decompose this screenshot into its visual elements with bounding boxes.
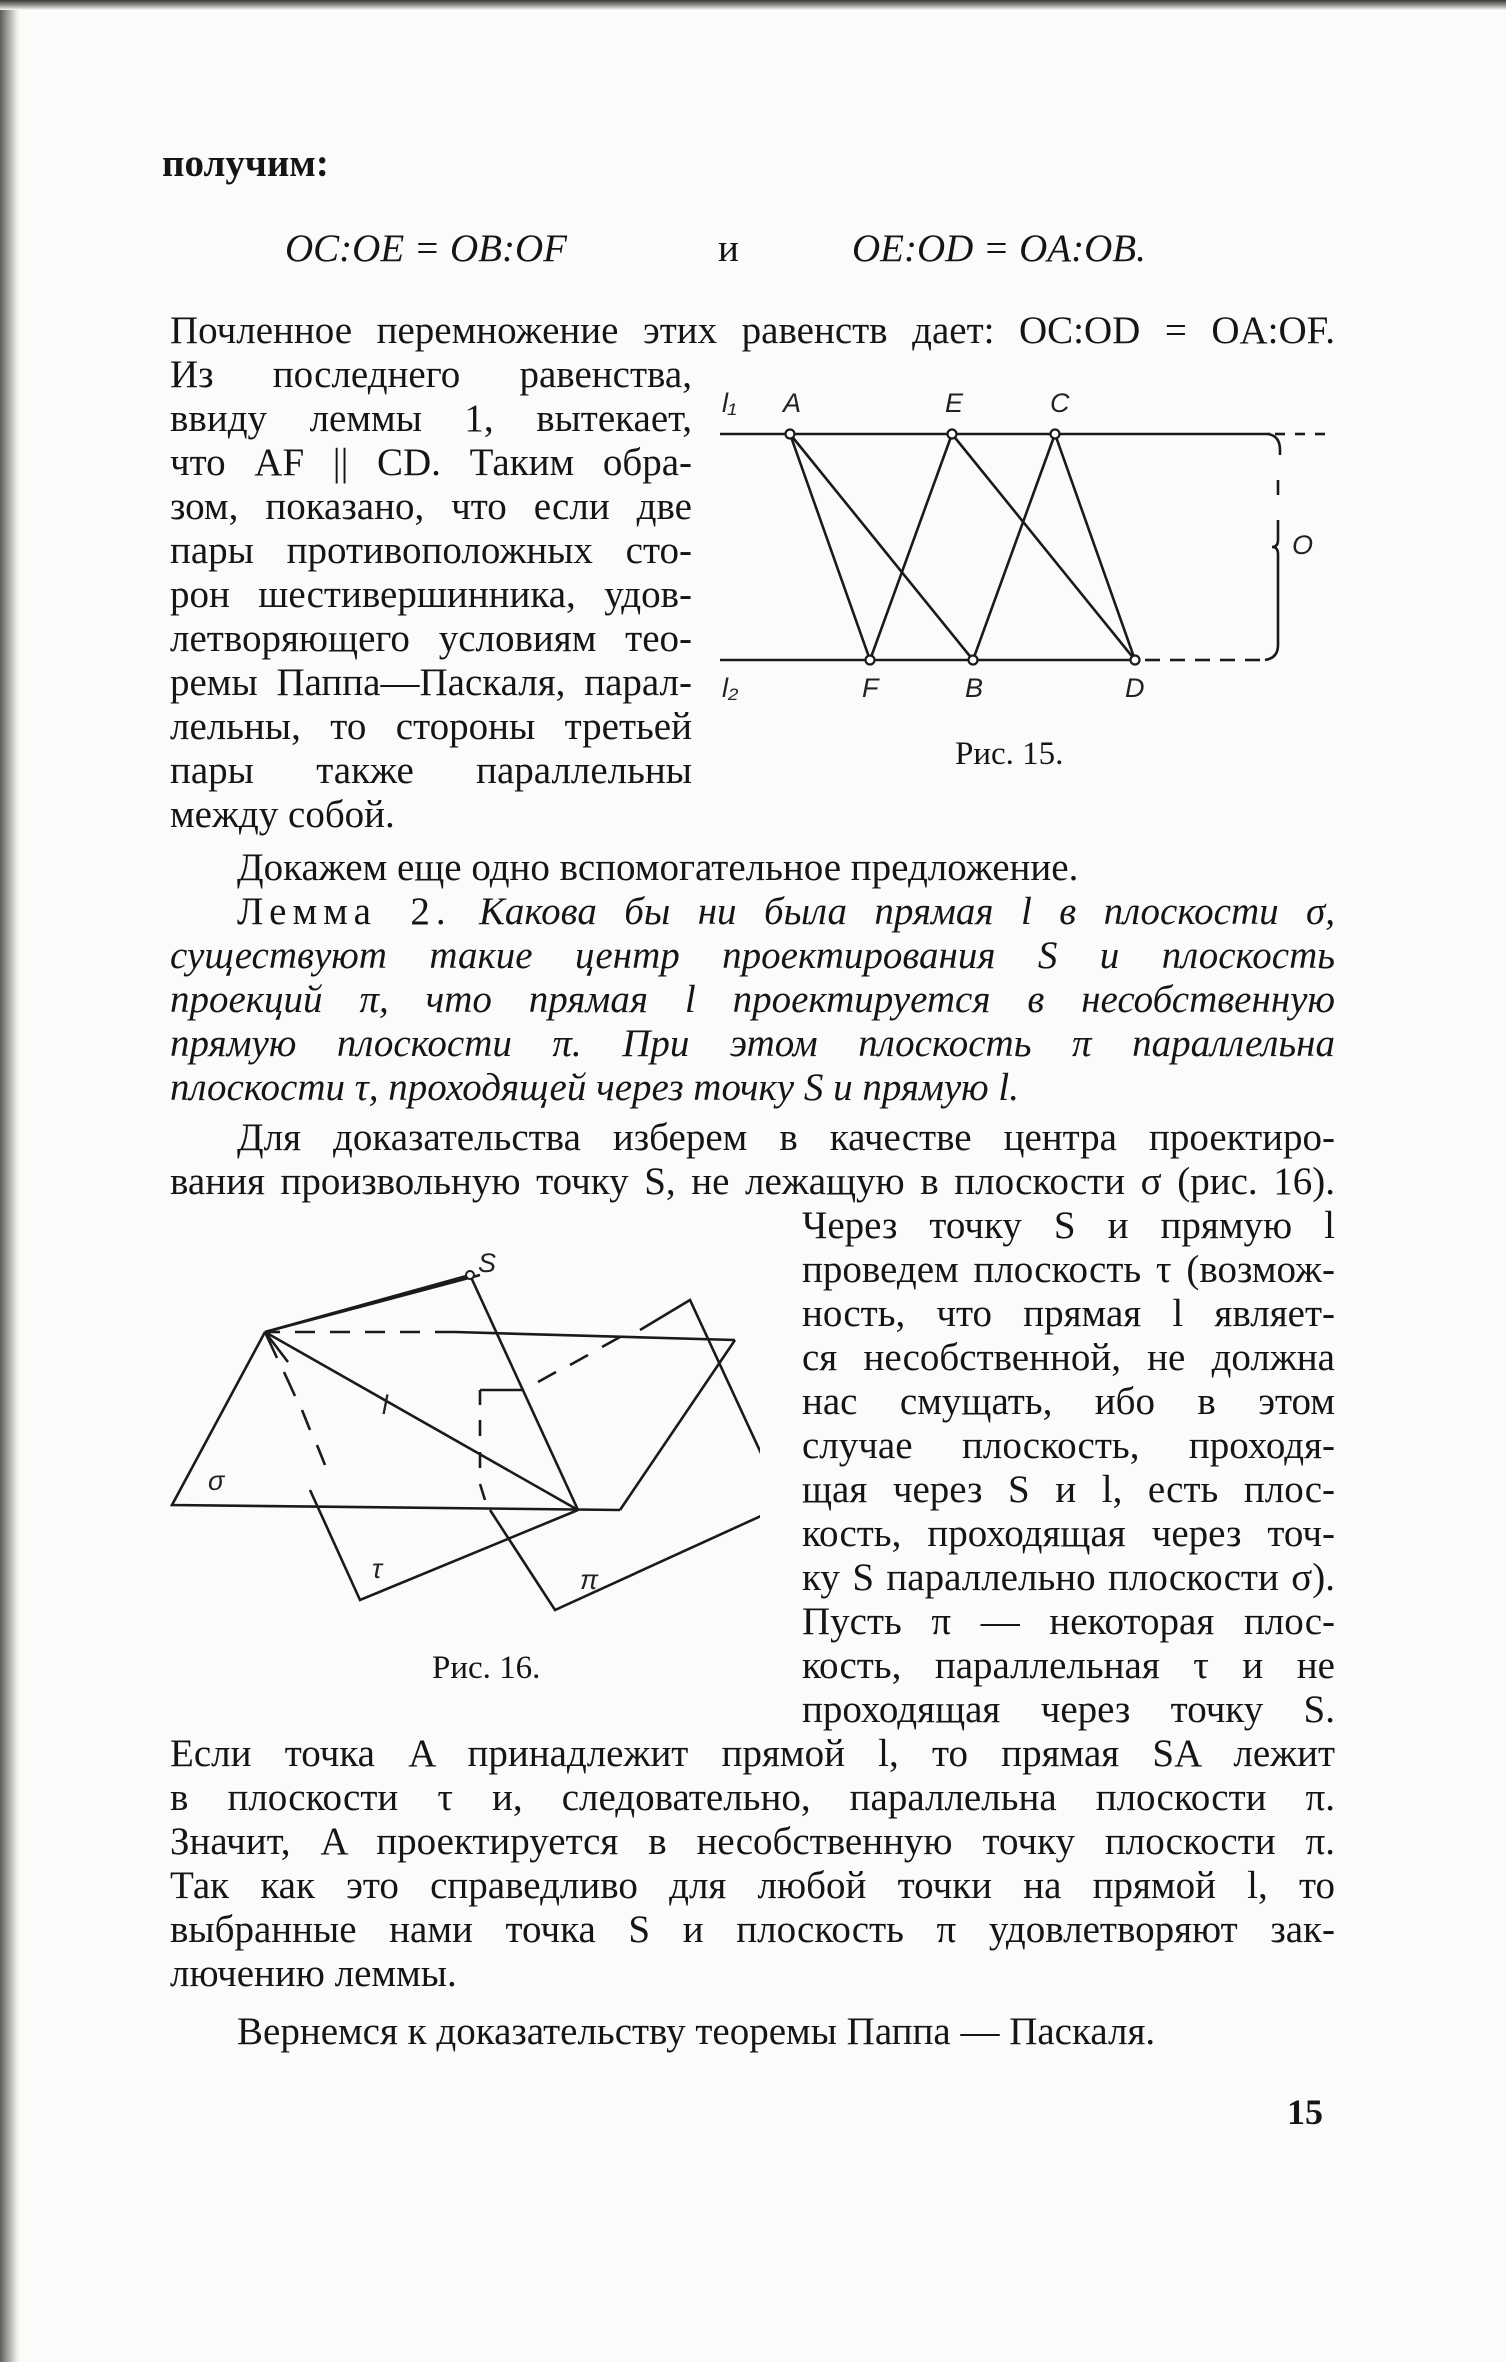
para1-wrap-line: что AF || CD. Таким обра- (170, 441, 692, 484)
para3-wrap-line: щая через S и l, есть плос- (802, 1468, 1335, 1511)
para1-wrap-line: летворяющего условиям тео- (170, 617, 692, 660)
label-l2: l₂ (722, 673, 739, 703)
para3-wrap-line: кость, параллельная τ и не (802, 1644, 1335, 1687)
point-D (1131, 656, 1140, 665)
lemma-text-start: Какова бы ни была прямая l в плоскости σ, (479, 890, 1336, 933)
lemma-line: прямую плоскости π. При этом плоскость π параллельна (170, 1022, 1335, 1065)
para3-full-line: Если точка A принадлежит прямой l, то прямая SA лежит (170, 1732, 1335, 1775)
label-pi: π (580, 1565, 599, 1595)
label-l: l (382, 1390, 388, 1420)
formula-left: OC:OE = OB:OF (285, 227, 567, 270)
line-l (265, 1332, 578, 1510)
para3-full-line: Значит, A проектируется в несобственную точку плоскости π. (170, 1820, 1335, 1863)
para1-wrap-line: зом, показано, что если две (170, 485, 692, 528)
para1-wrap-line: лельны, то стороны третьей (170, 705, 692, 748)
para1-wrap-line: Из последнего равенства, (170, 353, 692, 396)
label-A: A (783, 388, 802, 418)
heading: получим: (162, 142, 329, 185)
label-l1: l₁ (722, 388, 737, 418)
segment-CD (1055, 434, 1135, 660)
para4: Вернемся к доказательству теоремы Паппа — Паскаля. (237, 2010, 1156, 2053)
lemma-last-line: плоскости τ, проходящей через точку S и прямую l. (170, 1066, 1019, 1109)
para2: Докажем еще одно вспомогательное предложение. (237, 846, 1079, 889)
para3-wrap-line: ку S параллельно плоскости σ). (802, 1556, 1335, 1599)
top-edge-shadow (0, 0, 1506, 10)
plane-sigma (172, 1332, 620, 1510)
label-C: C (1050, 388, 1070, 418)
label-S: S (478, 1248, 497, 1278)
brace-top (1268, 434, 1280, 455)
brace-O (1265, 520, 1278, 660)
point-C (1051, 430, 1060, 439)
para1-wrap-line: пары противоположных сто- (170, 529, 692, 572)
para3-wrap-line: ся несобственной, не должна (802, 1336, 1335, 1379)
point-B (969, 656, 978, 665)
label-B: B (965, 673, 984, 703)
para3-wrap-line: случае плоскость, проходя- (802, 1424, 1335, 1467)
para3-wrap-line: Пусть π — некоторая плос- (802, 1600, 1335, 1643)
label-F: F (862, 673, 879, 703)
para1-wrap-line: между собой. (170, 793, 395, 836)
figure-16-caption: Рис. 16. (432, 1650, 541, 1686)
point-E (948, 430, 957, 439)
lemma-label: Лемма 2. (237, 890, 452, 933)
para3-wrap-line: нас смущать, ибо в этом (802, 1380, 1335, 1423)
segment-AF (790, 434, 870, 660)
para3-wrap-line: ность, что прямая l являет- (802, 1292, 1335, 1335)
para1-wrap-line: ввиду леммы 1, вытекает, (170, 397, 692, 440)
para3-wrap-line: проходящая через точку S. (802, 1688, 1335, 1731)
para3-full-line: Так как это справедливо для любой точки на прямой l, то (170, 1864, 1335, 1907)
plane-pi (490, 1300, 760, 1610)
point-A (786, 430, 795, 439)
para3-line: Для доказательства изберем в качестве центра проектиро- (237, 1116, 1335, 1159)
label-D: D (1125, 673, 1145, 703)
figure-15-caption: Рис. 15. (955, 736, 1064, 772)
page-number: 15 (1287, 2092, 1323, 2132)
para3-line: вания произвольную точку S, не лежащую в плоскости σ (рис. 16). (170, 1160, 1335, 1203)
label-tau: τ (372, 1554, 383, 1584)
para3-full-line: в плоскости τ и, следовательно, параллельна плоскости π. (170, 1776, 1335, 1819)
lemma-line: существуют такие центр проектирования S и плоскость (170, 934, 1335, 977)
para1-wrap-line: пары также параллельны (170, 749, 692, 792)
formula-and: и (718, 227, 739, 270)
point-S (466, 1271, 474, 1279)
figure-15 (700, 380, 1340, 710)
para3-wrap-line: Через точку S и прямую l (802, 1204, 1335, 1247)
binding-shadow (0, 0, 20, 2362)
label-O: O (1292, 530, 1314, 560)
para3-wrap-line: проведем плоскость τ (возмож- (802, 1248, 1335, 1291)
label-sigma: σ (208, 1466, 225, 1496)
para1-wrap-line: ремы Паппа—Паскаля, парал- (170, 661, 692, 704)
point-F (866, 656, 875, 665)
label-E: E (945, 388, 964, 418)
para1-wrap-line: рон шестивершинника, удов- (170, 573, 692, 616)
para1-line1: Почленное перемножение этих равенств дает: OC:OD = OA:OF. (170, 309, 1335, 352)
lemma-line: проекций π, что прямая l проектируется в несобственную (170, 978, 1335, 1021)
formula-right: OE:OD = OA:OB. (852, 227, 1146, 270)
para3-full-line: выбранные нами точка S и плоскость π удовлетворяют зак- (170, 1908, 1335, 1951)
figure-16 (160, 1240, 760, 1630)
lemma-line-1 (237, 890, 1335, 934)
para3-wrap-line: кость, проходящая через точ- (802, 1512, 1335, 1555)
para3-last-line: лючению леммы. (170, 1952, 457, 1995)
